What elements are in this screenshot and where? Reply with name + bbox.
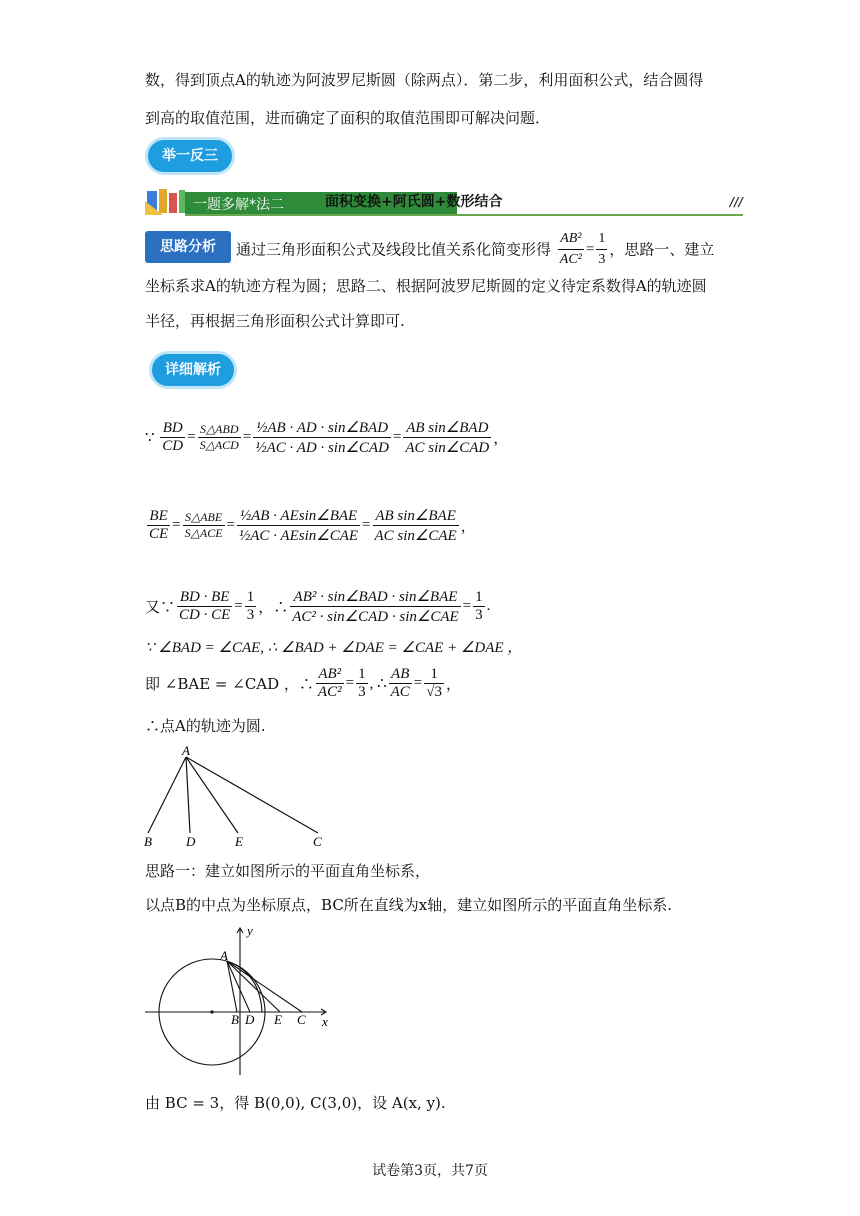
eq3-pre: 又∵: [145, 598, 176, 616]
eq5-r1-n: 1: [358, 666, 366, 682]
figure-coordinate-circle: [140, 925, 340, 1080]
fig2-label-d: D: [245, 1012, 255, 1027]
eq3-f1-d: CD · CE: [179, 607, 231, 623]
eq3-f2-d: AC² · sin∠CAD · sin∠CAE: [292, 609, 459, 625]
fig1-label-c: C: [313, 834, 322, 849]
eq1-rhs-n: AB sin∠BAD: [403, 418, 491, 438]
eq2-s-d: S△ACE: [184, 526, 223, 540]
fig1-label-e: E: [235, 834, 243, 849]
eq3-mid: ，∴: [258, 598, 289, 616]
eq5-f1-n: AB²: [316, 666, 344, 684]
equation-3: 又∵ $\frac{BD \cdot BE}{CD \cdot CE}$ = $\frac{1}{3}$ ，∴ $\frac{\text{AB² · sin∠BAD · sin∠BAE}}{\text{AC² · sin∠CAD · sin∠CAE}}$ = $\frac{1}{3}$ .: [145, 589, 491, 625]
method-banner: [145, 187, 743, 217]
badge-jyfs: 举一反三: [145, 137, 235, 175]
eq1-lhs-d: CD: [162, 438, 184, 454]
eq3-f1-rd: 3: [246, 607, 255, 623]
fig2-label-y: y: [247, 925, 253, 938]
figure-triangle-cevians: [140, 745, 340, 850]
eq2-mid-d: ½AC · AEsin∠CAE: [239, 528, 359, 544]
eq3-tail: .: [486, 598, 491, 614]
route1-text: 思路一：建立如图所示的平面直角坐标系，: [145, 862, 431, 880]
eq2-rhs-d: AC sin∠CAE: [374, 528, 457, 544]
last-line: 由 BC = 3，得 B(0,0), C(3,0)，设 A(x, y).: [145, 1094, 446, 1112]
eq3-f2-n: AB² · sin∠BAD · sin∠BAE: [290, 587, 460, 607]
eq3-f2-rd: 3: [475, 607, 483, 623]
frac-num: AB²: [558, 229, 584, 250]
eq3-f1-n: BD · BE: [177, 589, 232, 607]
eq5-r1-d: 3: [358, 684, 366, 700]
badge-xxjx: 详细解析: [149, 351, 237, 389]
stationery-icon: [145, 187, 189, 217]
eq1-tail: ，: [493, 431, 509, 447]
analysis-line-2: 坐标系求A的轨迹方程为圆；思路二、根据阿波罗尼斯圆的定义待定系数得A的轨迹圆: [145, 277, 707, 295]
eq1-rhs-d: AC sin∠CAD: [405, 440, 490, 456]
fig1-label-d: D: [186, 834, 196, 849]
banner-slashes: ///: [729, 195, 743, 209]
banner-left-label: 一题多解*法二: [193, 197, 284, 213]
eq1-mid-n: ½AB · AD · sin∠BAD: [253, 418, 391, 438]
eq5-f1-d: AC²: [317, 684, 342, 700]
analysis-line-1: [236, 229, 736, 265]
frac-den: AC²: [559, 252, 582, 267]
eq1-s-d: S△ACD: [199, 438, 239, 452]
eq2-s-n: S△ABE: [183, 510, 225, 526]
route1-detail: 以点B的中点为坐标原点，BC所在直线为x轴，建立如图所示的平面直角坐标系.: [145, 896, 673, 914]
conclusion-text: ∴点A的轨迹为圆.: [145, 717, 266, 735]
eq5-mid: , ∴: [369, 676, 387, 692]
eq1-lhs-n: BD: [160, 420, 185, 438]
fig2-label-b: B: [231, 1012, 239, 1027]
eq5-tail: ，: [445, 677, 461, 693]
eq5-pre: 即 ∠BAE = ∠CAD ，∴: [145, 675, 314, 693]
intro-line-2: 到高的取值范围，进而确定了面积的取值范围即可解决问题．: [145, 109, 551, 127]
rhs-num: 1: [596, 229, 607, 250]
eq1-because: ∵: [145, 430, 155, 446]
eq5-f2-d: AC: [390, 684, 410, 700]
analysis-rhs: [596, 229, 607, 270]
fig2-label-a: A: [220, 948, 228, 963]
eq2-rhs-n: AB sin∠BAE: [373, 506, 459, 526]
eq5-r2-d: √3: [426, 684, 442, 700]
analysis-frac: [558, 229, 584, 270]
fig1-label-a: A: [182, 745, 190, 758]
rhs-den: 3: [598, 252, 606, 267]
analysis-line-3: 半径，再根据三角形面积公式计算即可.: [145, 312, 405, 330]
intro-line-1: 数，得到顶点A的轨迹为阿波罗尼斯圆（除两点）．第二步，利用面积公式，结合圆得: [145, 71, 704, 89]
banner-rule: [185, 214, 743, 216]
eq2-lhs-n: BE: [147, 508, 170, 526]
eq1-mid-d: ½AC · AD · sin∠CAD: [255, 440, 389, 456]
eq3-f2-rn: 1: [475, 589, 483, 605]
equation-2: $\frac{BE}{CE}$ = $\frac{\text{S△ABE}}{\text{S△ACE}}$ = $\frac{\text{½AB · AEsin∠BAE}}{\text{½AC · AEsin∠CAE}}$ = $\frac{\text{AB sin∠BAE}}{\text{AC sin∠CAE}}$ ，: [149, 508, 476, 544]
banner-title: 面积变换+阿氏圆+数形结合: [325, 194, 503, 210]
eq2-lhs-d: CE: [149, 526, 169, 542]
fig2-label-c: C: [297, 1012, 306, 1027]
page-footer: 试卷第3页，共7页: [372, 1163, 488, 1179]
analysis-text: 通过三角形面积公式及线段比值关系化简变形得: [236, 240, 552, 259]
fig2-label-x: x: [322, 1014, 328, 1029]
eq5-f2-n: AB: [389, 666, 412, 684]
eq2-tail: ，: [460, 519, 476, 535]
eq3-f1-rn: 1: [246, 589, 255, 605]
equation-5: 即 ∠BAE = ∠CAD ，∴ $\frac{\text{AB²}}{\text{AC²}}$ = $\frac{1}{3}$ , ∴ $\frac{AB}{AC}$ = $\frac{1}{√3}$ ，: [145, 666, 461, 700]
analysis-post: ，思路一、建立: [609, 240, 715, 259]
eq2-mid-n: ½AB · AEsin∠BAE: [237, 506, 360, 526]
eq5-r2-n: 1: [424, 666, 444, 684]
fig2-label-e: E: [274, 1012, 282, 1027]
analysis-eq: =: [585, 241, 595, 258]
equation-4: ∵ ∠BAD = ∠CAE, ∴ ∠BAD + ∠DAE = ∠CAE + ∠DAE ，: [145, 640, 523, 656]
analysis-tag: 思路分析: [145, 231, 231, 263]
eq1-s-n: S△ABD: [198, 422, 241, 438]
equation-1: ∵ $\frac{BD}{CD}$ = $\frac{\text{S△ABD}}{\text{S△ACD}}$ = $\frac{\text{½AB · AD · sin∠BAD}}{\text{½AC · AD · sin∠CAD}}$ = $\frac{\text{AB sin∠BAD}}{\text{AC sin∠CAD}}$ ，: [145, 420, 509, 456]
fig1-label-b: B: [144, 834, 152, 849]
